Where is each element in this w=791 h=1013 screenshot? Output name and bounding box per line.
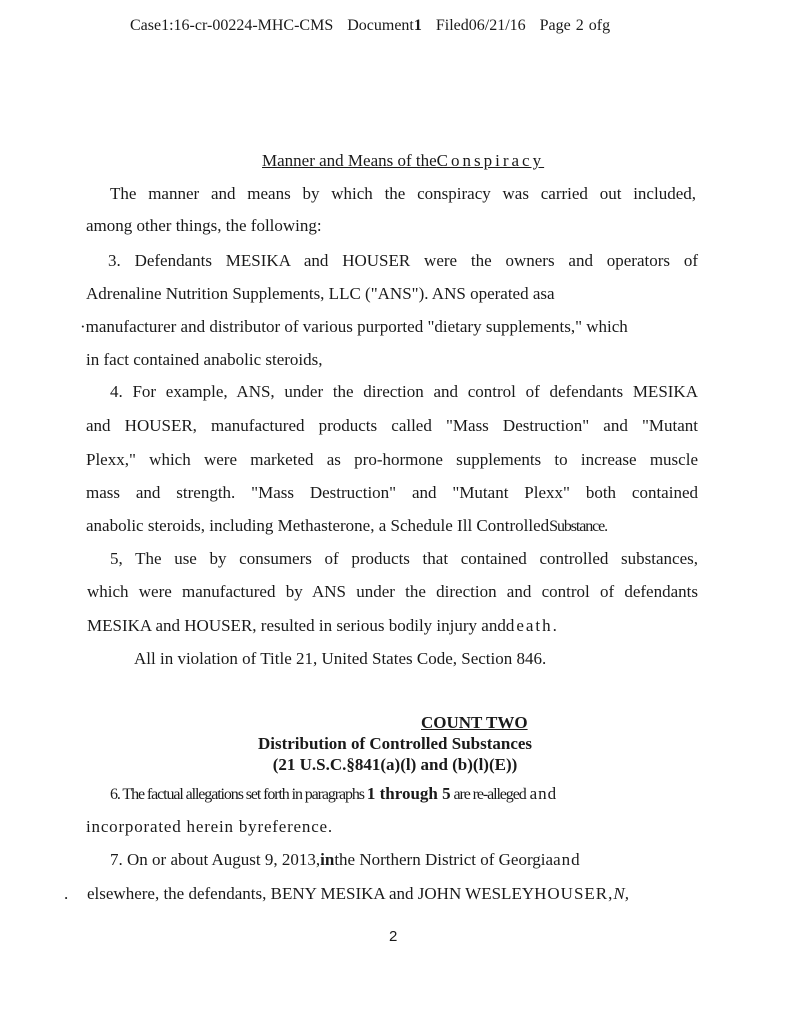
page-of: Page 2 ofg <box>539 17 611 34</box>
para-4-line-3: Plexx," which were marketed as pro-hormone supplements to increase muscle <box>86 450 698 469</box>
count-two-title: COUNT TWO <box>421 713 528 732</box>
para-3-line-4: in fact contained anabolic steroids, <box>86 350 323 369</box>
violation-statement: All in violation of Title 21, United States Code, Section 846. <box>134 649 547 668</box>
para-7-line-2 <box>87 884 629 904</box>
para-3-line-1: 3. Defendants MESIKA and HOUSER were the owners and operators of <box>108 251 698 270</box>
para-7-dot: . <box>64 884 69 903</box>
para-4-line-5-text: anabolic steroids, including Methasterone, a Schedule Ill Controlled <box>86 516 550 535</box>
para-7-in: in <box>320 850 335 869</box>
para-7-and: and <box>553 850 581 869</box>
case-header <box>130 17 610 35</box>
para-5-line-3-text: MESIKA and HOUSER, resulted in serious bodily injury and <box>87 616 506 635</box>
para-7-date: 7. On or about August 9, 2013, <box>110 850 321 869</box>
para-7-houser: HOUSER, <box>534 884 614 903</box>
para-4-line-2: and HOUSER, manufactured products called "Mass Destruction" and "Mutant <box>86 416 698 435</box>
para-5-line-3-end: death. <box>505 616 559 635</box>
para-6-paragraph-range: 1 through 5 <box>366 784 451 803</box>
para-6-text-c: are re-alleged <box>450 786 526 803</box>
para-5-line-3 <box>87 616 559 636</box>
para-7-line-1 <box>110 850 581 870</box>
case-number: Case1:16-cr-00224-MHC-CMS <box>130 17 334 34</box>
para-5-line-2: which were manufactured by ANS under the direction and control of defendants <box>87 582 698 601</box>
para-4-line-1: 4. For example, ANS, under the direction and control of defendants MESIKA <box>110 382 698 401</box>
para-5-line-1: 5, The use by consumers of products that contained controlled substances, <box>110 549 698 568</box>
para-7-initial: N, <box>613 884 629 903</box>
para-6-line-2: incorporated herein byreference. <box>86 817 333 836</box>
section-heading <box>262 151 544 171</box>
count-two-statute: (21 U.S.C.§841(a)(l) and (b)(l)(E)) <box>272 755 518 774</box>
section-heading-word: Conspiracy <box>436 151 545 170</box>
section-heading-text: Manner and Means of the <box>262 151 437 170</box>
para-4-line-5-end: Substance. <box>549 518 608 535</box>
document-label: Document <box>347 17 414 34</box>
para-6-line-1 <box>110 784 557 804</box>
para-4-line-5 <box>86 516 607 536</box>
intro-line-1: The manner and means by which the conspiracy was carried out included, <box>110 184 696 203</box>
intro-line-2: among other things, the following: <box>86 216 322 235</box>
para-3-line-3: ·manufacturer and distributor of various purported "dietary supplements," which <box>80 317 628 336</box>
para-4-line-4: mass and strength. "Mass Destruction" and "Mutant Plexx" both contained <box>86 483 698 502</box>
filed-date: Filed06/21/16 <box>435 17 526 34</box>
para-6-text-d: and <box>529 784 558 803</box>
para-3-line-2: Adrenaline Nutrition Supplements, LLC ("ANS"). ANS operated asa <box>86 284 555 303</box>
para-7-defendants: elsewhere, the defendants, BENY MESIKA and JOHN WESLEY <box>87 884 535 903</box>
para-6-text-a: 6. The factual allegations set forth in paragraphs <box>110 786 367 803</box>
para-7-district: the Northern District of Georgia <box>334 850 554 869</box>
document-number: 1 <box>413 17 422 34</box>
page-number: 2 <box>389 928 398 945</box>
count-two-subtitle: Distribution of Controlled Substances <box>257 734 533 753</box>
